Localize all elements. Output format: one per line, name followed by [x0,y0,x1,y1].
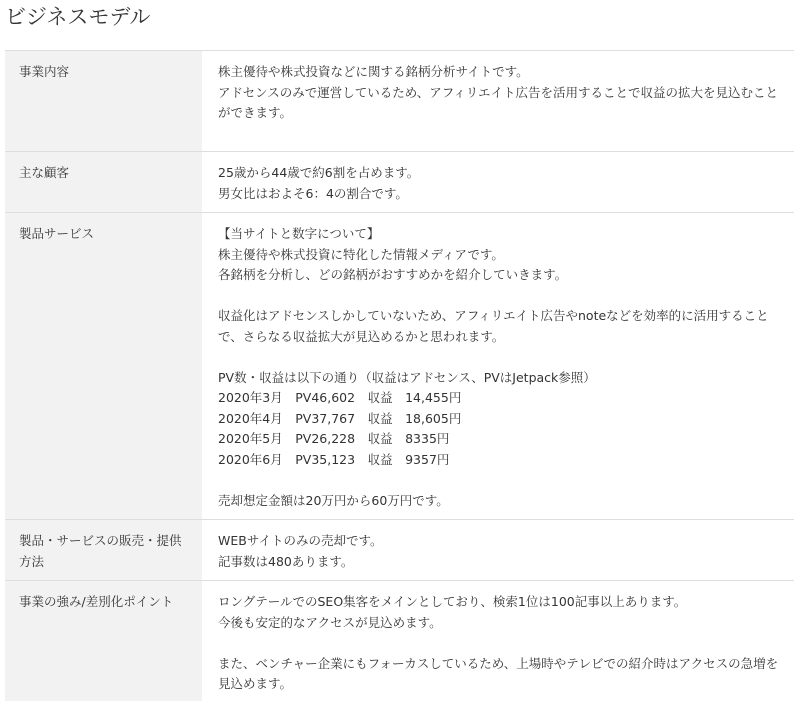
row-value-line: 2020年3月 PV46,602 収益 14,455円 [218,390,462,405]
row-label-text: 方法 [19,553,45,569]
row-value-line: 2020年6月 PV35,123 収益 9357円 [218,451,450,467]
table-row [5,152,794,213]
row-value-line: PV数・収益は以下の通り（収益はアドセンス、PVはJetpack参照） [218,369,596,385]
row-value-line: 見込めます。 [218,676,293,691]
row-value-line: 各銘柄を分析し、どの銘柄がおすすめかを紹介していきます。 [218,267,568,282]
row-label-text: 事業内容 [19,64,70,79]
row-value-line: ロングテールでのSEO集客をメインとしており、検索1位は100記事以上あります。 [218,594,687,609]
row-label [5,152,202,213]
row-value-line: 株主優待や株式投資に特化した情報メディアです。 [218,246,504,262]
row-value-line: 男女比はおよそ6：4の割合です。 [218,185,408,201]
row-value [202,581,794,701]
row-value-line: 売却想定金額は20万円から60万円です。 [218,492,449,508]
row-value-line: アドセンスのみで運営しているため、アフィリエイト広告を活用することで収益の拡大を見込むこと [218,84,779,100]
table-row [5,581,794,701]
row-value-line: また、ベンチャー企業にもフォーカスしているため、上場時やテレビでの紹介時はアクセスの急増を [218,655,779,671]
row-label [5,51,202,152]
section-title: ビジネスモデル [5,5,151,29]
row-value [202,213,794,520]
row-label [5,520,202,581]
row-value-line [218,286,784,307]
table-row [5,213,794,520]
row-label-text: 事業の強み/差別化ポイント [19,594,174,609]
row-value-line: 25歳から44歳で約6割を占めます。 [218,165,420,180]
row-label [5,213,202,520]
row-value-line [218,347,784,368]
row-value-line: 今後も安定的なアクセスが見込めます。 [218,614,442,630]
row-value-line: 2020年4月 PV37,767 収益 18,605円 [218,410,462,426]
row-value-line: 収益化はアドセンスしかしていないため、アフィリエイト広告やnoteなどを効率的に活用すること [218,308,769,323]
row-value [202,152,794,213]
row-value [202,520,794,581]
row-label [5,581,202,701]
table-row [5,520,794,581]
row-value-line: 株主優待や株式投資などに関する銘柄分析サイトです。 [218,64,529,79]
table-row [5,51,794,152]
row-value-line [218,633,784,654]
row-label-text: 製品・サービスの販売・提供 [19,533,182,548]
row-value-line: WEBサイトのみの売却です。 [218,533,383,548]
business-model-table [5,50,794,701]
row-value-line: 【当サイトと数字について】 [218,226,380,241]
row-value-line: 記事数は480あります。 [218,553,354,569]
row-label-text: 主な顧客 [19,165,70,180]
row-value-line: で、さらなる収益拡大が見込めるかと思われます。 [218,328,505,344]
row-value-line: ができます。 [218,105,293,120]
row-label-text: 製品サービス [19,226,95,241]
row-value-line [218,470,784,491]
row-value-line: 2020年5月 PV26,228 収益 8335円 [218,431,450,446]
row-value [202,51,794,152]
